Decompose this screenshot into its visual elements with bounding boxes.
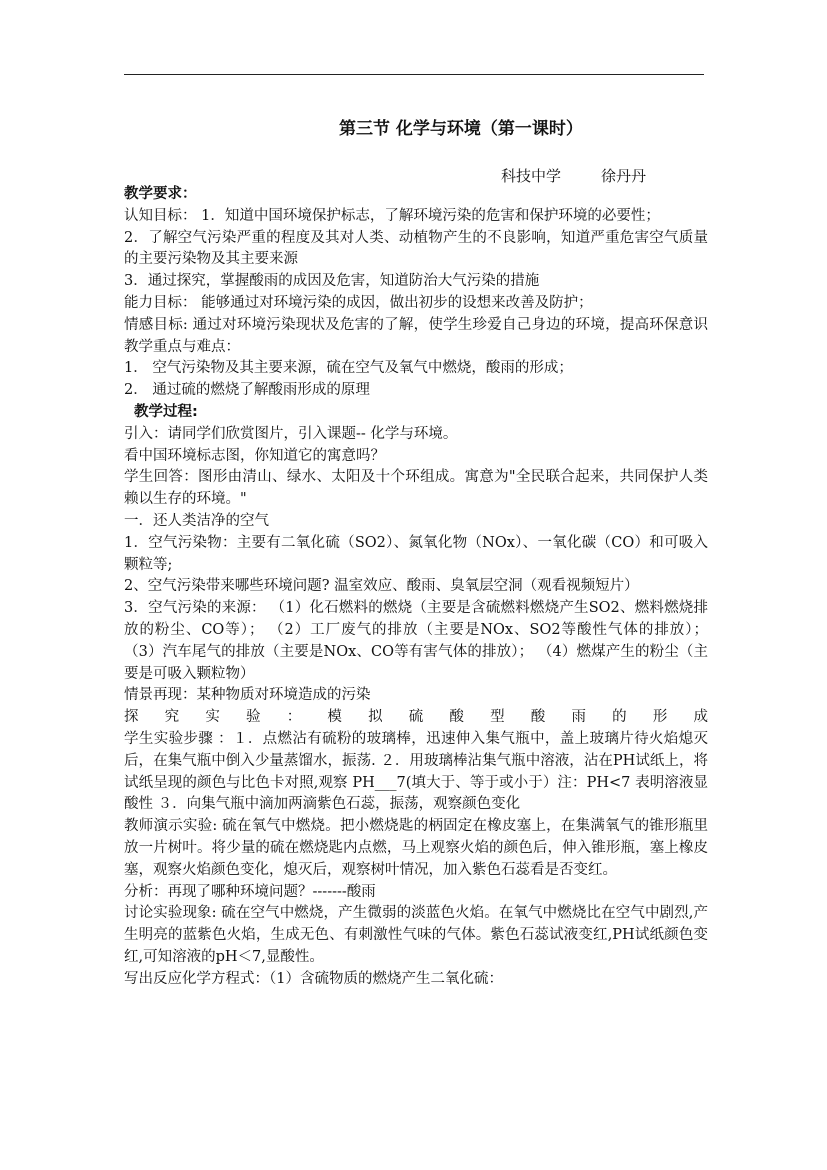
section-heading: 一．还人类洁净的空气 <box>124 512 269 529</box>
author-line <box>501 165 646 186</box>
paragraph: 2．了解空气污染严重的程度及其对人类、动植物产生的不良影响，知道严重危害空气质量的主要污染物及其主要来源 <box>124 229 708 268</box>
paragraph: 3．空气污染的来源： （1）化石燃料的燃烧（主要是含硫燃料燃烧产生SO2、燃料燃烧排放的粉尘、CO等）； （2）工厂废气的排放（主要是NOx、SO2等酸性气体的排放）； （3）汽车尾气的排放（主要是NOx、CO等有害气体的排放）； （4）燃煤产生的粉尘（主要是可吸入颗粒物） <box>124 600 708 682</box>
document-body <box>124 184 708 990</box>
paragraph: 学生实验步骤 ：１．点燃沾有硫粉的玻璃棒，迅速伸入集气瓶中，盖上玻璃片待火焰熄灭后，在集气瓶中倒入少量蒸馏水，振荡. ２．用玻璃棒沾集气瓶中溶液，沾在PH试纸上，将试纸呈现的颜色与比色卡对照,观察 PH___7(填大于、等于或小于）注：PH<7 表明溶液显酸性 ３．向集气瓶中滴加两滴紫色石蕊，振荡，观察颜色变化 <box>124 730 708 813</box>
author-name: 徐丹丹 <box>601 167 647 185</box>
paragraph: 1．空气污染物：主要有二氧化硫（SO2）、氮氧化物（NOx）、一氧化碳（CO）和可吸入颗粒等; <box>124 534 708 573</box>
paragraph: 情景再现：某种物质对环境造成的污染 <box>124 687 371 704</box>
paragraph: 3．通过探究，掌握酸雨的成因及危害，知道防治大气污染的措施 <box>124 273 540 290</box>
paragraph: 1． 空气污染物及其主要来源，硫在空气及氧气中燃烧，酸雨的形成； <box>124 360 573 377</box>
paragraph: 看中国环境标志图，你知道它的寓意吗？ <box>124 447 385 464</box>
process-heading: 教学过程: <box>134 403 198 420</box>
paragraph: 分析：再现了哪种环境问题？-------酸雨 <box>124 883 376 900</box>
page-title: 第三节 化学与环境（第一课时） <box>339 119 583 139</box>
paragraph: 讨论实验现象: 硫在空气中燃烧，产生微弱的淡蓝色火焰。在氧气中燃烧比在空气中剧烈,产生明亮的蓝紫色火焰，生成无色、有刺激性气味的气体。紫色石蕊试液变红,PH试纸颜色变红,可知溶液的pH＜7,显酸性。 <box>124 905 708 965</box>
experiment-heading: 探 究 实 验 ： 模 拟 硫 酸 型 酸 雨 的 形 成 <box>124 709 708 726</box>
paragraph: 2、空气污染带来哪些环境问题? 温室效应、酸雨、臭氧层空洞（观看视频短片） <box>124 578 639 595</box>
paragraph: 情感目标: 通过对环境污染现状及危害的了解，使学生珍爱自己身边的环境，提高环保意识 教学重点与难点： <box>124 316 708 355</box>
paragraph: 引入：请同学们欣赏图片，引入课题-- 化学与环境。 <box>124 425 458 442</box>
paragraph: 写出反应化学方程式：（1）含硫物质的燃烧产生二氧化硫： <box>124 970 503 987</box>
paragraph: 认知目标： 1．知道中国环境保护标志，了解环境污染的危害和保护环境的必要性； <box>124 207 660 224</box>
paragraph: 教师演示实验: 硫在氧气中燃烧。把小燃烧匙的柄固定在橡皮塞上，在集满氧气的锥形瓶里放一片树叶。将少量的硫在燃烧匙内点燃，马上观察火焰的颜色后，伸入锥形瓶，塞上橡皮塞，观察火焰颜色变化，熄灭后，观察树叶情况，加入紫色石蕊看是否变红。 <box>124 818 708 878</box>
paragraph: 能力目标： 能够通过对环境污染的成因，做出初步的设想来改善及防护； <box>124 294 593 311</box>
paragraph: 2． 通过硫的燃烧了解酸雨形成的原理 <box>124 382 370 399</box>
header-rule <box>124 74 704 75</box>
paragraph: 学生回答：图形由清山、绿水、太阳及十个环组成。寓意为"全民联合起来，共同保护人类赖以生存的环境。" <box>124 469 708 508</box>
school-name: 科技中学 <box>501 167 562 185</box>
requirements-heading: 教学要求： <box>124 186 197 202</box>
